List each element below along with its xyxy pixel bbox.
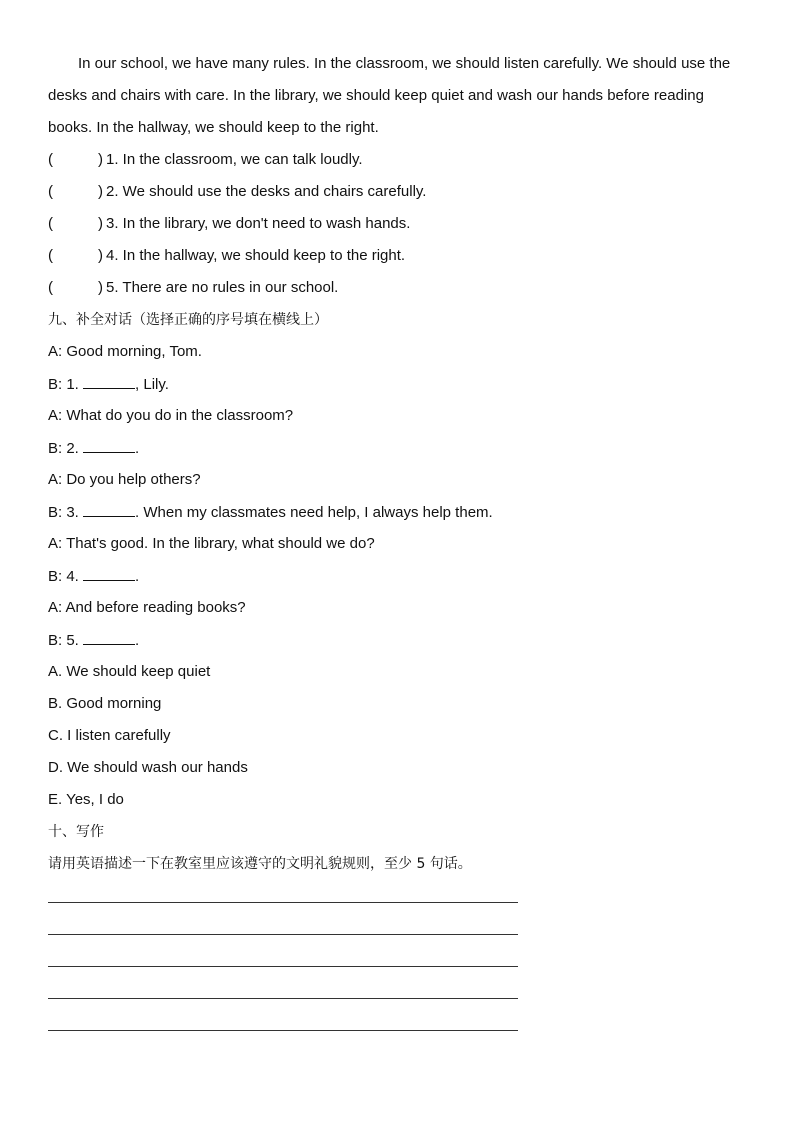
- dialogue-line-1: [48, 342, 202, 362]
- writing-line-4[interactable]: [48, 998, 518, 999]
- dialogue-line-7: [48, 534, 375, 554]
- writing-line-1[interactable]: [48, 902, 518, 903]
- dialogue-text: .: [135, 632, 140, 649]
- option-e: E. Yes, I do: [48, 791, 124, 808]
- writing-line-5[interactable]: [48, 1030, 518, 1031]
- tf-item-text: 5. There are no rules in our school.: [106, 279, 339, 296]
- dialogue-text: A: What do you do in the classroom?: [48, 407, 294, 424]
- dialogue-text: B: 2.: [48, 440, 84, 457]
- dialogue-line-9: [48, 598, 246, 618]
- section-9-heading: 九、补全对话（选择正确的序号填在横线上）: [48, 312, 328, 328]
- tf-item-text: 2. We should use the desks and chairs carefully.: [106, 183, 427, 200]
- answer-paren-open[interactable]: (: [48, 247, 53, 264]
- tf-item-5: [48, 278, 338, 298]
- answer-blank-1[interactable]: [83, 374, 135, 389]
- writing-line-2[interactable]: [48, 934, 518, 935]
- answer-paren-open[interactable]: (: [48, 279, 53, 296]
- writing-line-3[interactable]: [48, 966, 518, 967]
- dialogue-text: .: [135, 568, 140, 585]
- dialogue-text: B: 1.: [48, 376, 84, 393]
- dialogue-line-8: [48, 566, 139, 586]
- dialogue-line-2: [48, 374, 169, 394]
- dialogue-text: A: That's good. In the library, what should we do?: [48, 535, 375, 552]
- answer-blank-4[interactable]: [83, 566, 135, 581]
- answer-paren-open[interactable]: (: [48, 151, 53, 168]
- dialogue-line-4: [48, 438, 139, 458]
- answer-blank-5[interactable]: [83, 630, 135, 645]
- tf-item-text: 3. In the library, we don't need to wash hands.: [106, 215, 411, 232]
- dialogue-text: A: And before reading books?: [48, 599, 246, 616]
- answer-blank-2[interactable]: [83, 438, 135, 453]
- tf-item-1: [48, 150, 363, 170]
- answer-paren-close: ): [98, 183, 103, 200]
- writing-instruction: 请用英语描述一下在教室里应该遵守的文明礼貌规则，至少 5 句话。: [48, 856, 472, 872]
- tf-item-text: 1. In the classroom, we can talk loudly.: [106, 151, 363, 168]
- answer-paren-close: ): [98, 151, 103, 168]
- answer-paren-open[interactable]: (: [48, 215, 53, 232]
- option-b: B. Good morning: [48, 695, 162, 712]
- tf-item-4: [48, 246, 405, 266]
- tf-item-3: [48, 214, 410, 234]
- section-10-heading: 十、写作: [48, 824, 104, 840]
- option-d: D. We should wash our hands: [48, 759, 248, 776]
- tf-item-text: 4. In the hallway, we should keep to the right.: [106, 247, 406, 264]
- dialogue-text: B: 3.: [48, 504, 84, 521]
- answer-blank-3[interactable]: [83, 502, 135, 517]
- dialogue-text: . When my classmates need help, I always help them.: [135, 504, 493, 521]
- dialogue-text: .: [135, 440, 140, 457]
- reading-passage: In our school, we have many rules. In the classroom, we should listen carefully. We should use the desks and chairs with care. In the library, we should keep quiet and wash our hands before reading books. In the hallway, we should keep to the right.: [48, 55, 731, 136]
- option-c: C. I listen carefully: [48, 727, 171, 744]
- answer-paren-close: ): [98, 215, 103, 232]
- dialogue-text: A: Do you help others?: [48, 471, 201, 488]
- dialogue-text: , Lily.: [135, 376, 169, 393]
- dialogue-line-10: [48, 630, 139, 650]
- answer-paren-close: ): [98, 279, 103, 296]
- dialogue-line-6: [48, 502, 493, 522]
- option-a: A. We should keep quiet: [48, 663, 211, 680]
- dialogue-text: A: Good morning, Tom.: [48, 343, 202, 360]
- dialogue-text: B: 4.: [48, 568, 84, 585]
- tf-item-2: [48, 182, 426, 202]
- dialogue-text: B: 5.: [48, 632, 84, 649]
- answer-paren-open[interactable]: (: [48, 183, 53, 200]
- dialogue-line-5: [48, 470, 201, 490]
- dialogue-line-3: [48, 406, 293, 426]
- answer-paren-close: ): [98, 247, 103, 264]
